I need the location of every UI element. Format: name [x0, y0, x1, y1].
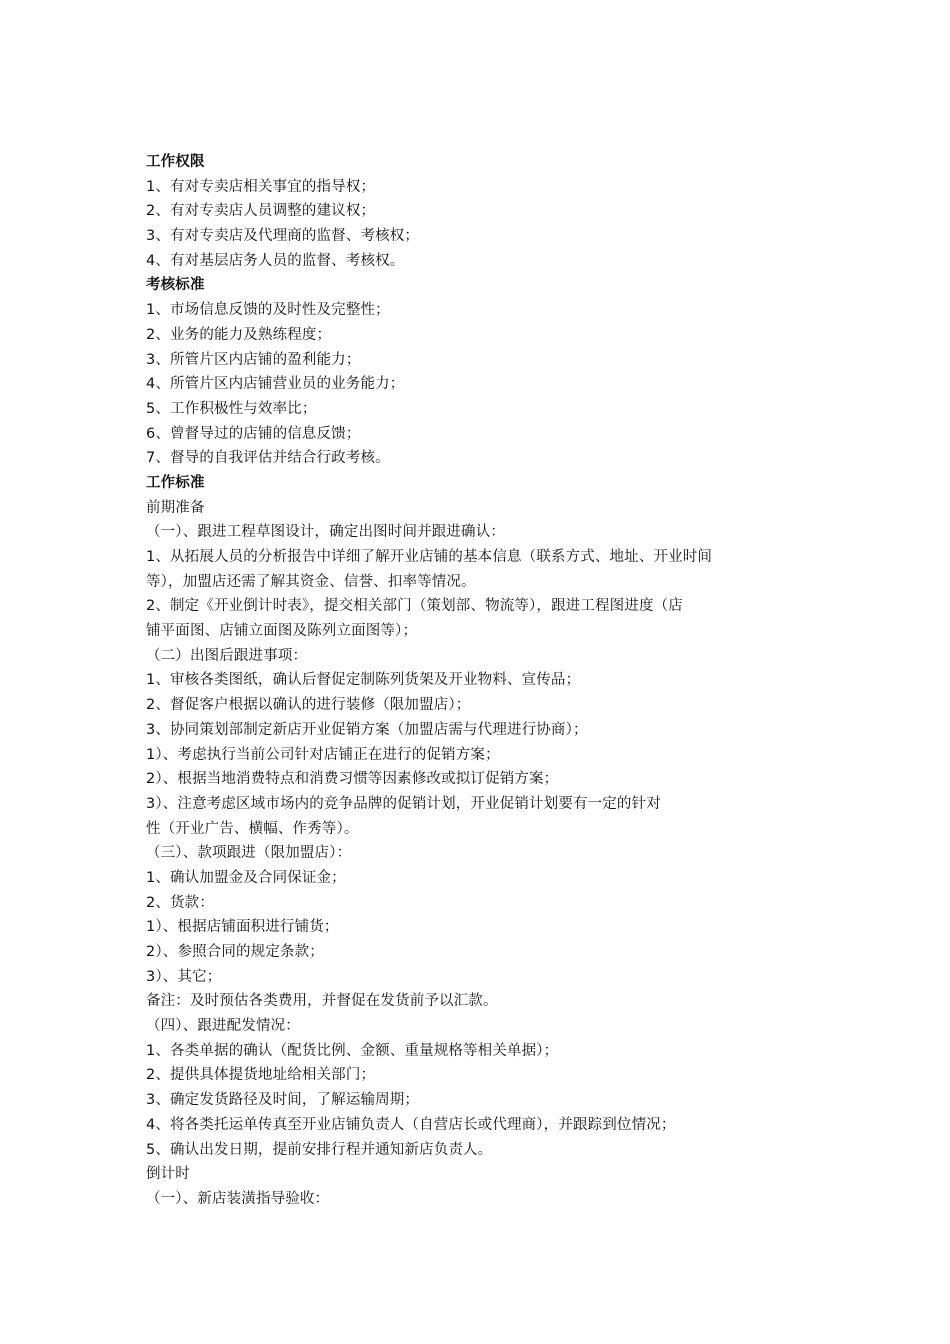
- document-page: [146, 150, 826, 1212]
- text-line: 3）、其它；: [146, 968, 222, 985]
- text-line: 1、各类单据的确认（配货比例、金额、重量规格等相关单据）；: [146, 1042, 559, 1059]
- text-line: 2、制定《开业倒计时表》，提交相关部门（策划部、物流等），跟进工程图进度（店: [146, 598, 683, 615]
- text-line: 4、有对基层店务人员的监督、考核权。: [146, 252, 405, 269]
- section-heading: 工作权限: [146, 154, 205, 170]
- text-line: （四）、跟进配发情况：: [146, 1018, 300, 1035]
- text-line: 2、货款：: [146, 894, 214, 911]
- text-line: 前期准备: [146, 499, 205, 516]
- section-heading: 考核标准: [146, 277, 205, 294]
- text-line: 2）、根据当地消费特点和消费习惯等因素修改或拟订促销方案；: [146, 771, 559, 788]
- text-line: 1）、根据店铺面积进行铺货；: [146, 919, 339, 936]
- text-line: 7、督导的自我评估并结合行政考核。: [146, 450, 390, 467]
- text-line: 1、确认加盟金及合同保证金；: [146, 869, 346, 886]
- text-line: 2）、参照合同的规定条款；: [146, 944, 324, 960]
- text-line: 4、所管片区内店铺营业员的业务能力；: [146, 376, 405, 393]
- text-line: 3）、注意考虑区域市场内的竞争品牌的促销计划，开业促销计划要有一定的针对: [146, 795, 661, 812]
- text-line: 2、有对专卖店人员调整的建议权；: [146, 203, 376, 220]
- text-line: 性（开业广告、横幅、作秀等）。: [146, 820, 359, 837]
- text-line: 5、工作积极性与效率比；: [146, 400, 317, 417]
- text-line: （一）、新店装潢指导验收：: [146, 1190, 330, 1207]
- text-line: 5、确认出发日期，提前安排行程并通知新店负责人。: [146, 1141, 493, 1158]
- text-line: 3、所管片区内店铺的盈利能力；: [146, 351, 361, 368]
- text-line: 1、审核各类图纸，确认后督促定制陈列货架及开业物料、宣传品；: [146, 672, 581, 689]
- text-line: 备注：及时预估各类费用，并督促在发货前予以汇款。: [146, 993, 498, 1010]
- section-heading: 工作标准: [146, 474, 205, 491]
- text-line: 3、确定发货路径及时间，了解运输周期；: [146, 1092, 420, 1109]
- text-line: 3、有对专卖店及代理商的监督、考核权；: [146, 228, 420, 245]
- text-line: （二）出图后跟进事项：: [146, 647, 308, 664]
- text-line: 4、将各类托运单传真至开业店铺负责人（自营店长或代理商），并跟踪到位情况；: [146, 1116, 676, 1133]
- text-line: 铺平面图、店铺立面图及陈列立面图等）；: [146, 623, 418, 640]
- text-line: 等），加盟店还需了解其资金、信誉、扣率等情况。: [146, 573, 476, 590]
- text-line: 2、督促客户根据以确认的进行装修（限加盟店）；: [146, 697, 471, 714]
- text-line: 1、从拓展人员的分析报告中详细了解开业店铺的基本信息（联系方式、地址、开业时间: [146, 549, 713, 565]
- text-line: 2、业务的能力及熟练程度；: [146, 326, 332, 343]
- text-line: 3、协同策划部制定新店开业促销方案（加盟店需与代理进行协商）；: [146, 721, 588, 738]
- text-line: 1、市场信息反馈的及时性及完整性；: [146, 302, 390, 319]
- text-line: 1）、考虑执行当前公司针对店铺正在进行的促销方案；: [146, 746, 500, 763]
- text-line: 6、曾督导过的店铺的信息反馈；: [146, 425, 361, 442]
- text-line: 倒计时: [146, 1166, 190, 1183]
- text-line: （一）、跟进工程草图设计，确定出图时间并跟进确认：: [146, 524, 505, 541]
- text-line: 1、有对专卖店相关事宜的指导权；: [146, 178, 376, 195]
- text-line: 2、提供具体提货地址给相关部门；: [146, 1067, 376, 1084]
- text-line: （三）、款项跟进（限加盟店）：: [146, 845, 352, 862]
